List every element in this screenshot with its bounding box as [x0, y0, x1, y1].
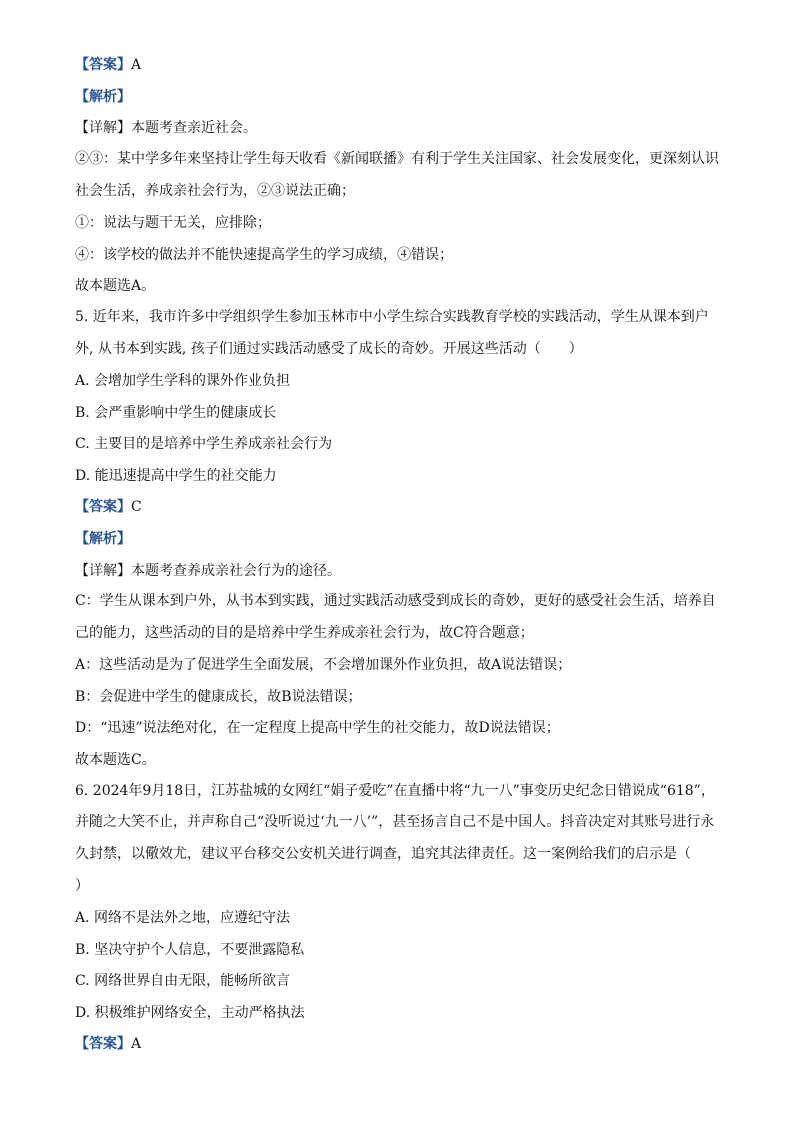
explanation-paragraph: ②③：某中学多年来坚持让学生每天收看《新闻联播》有利于学生关注国家、社会发展变化，更深刻认识社会生活，养成亲社会行为，②③说法正确；: [75, 150, 719, 199]
analysis-tag: 【解析】: [75, 88, 131, 105]
analysis-tag: 【解析】: [75, 530, 131, 547]
document-page: [75, 56, 723, 1067]
answer-line: [75, 498, 723, 516]
question-6-option-b: B. 坚决守护个人信息，不要泄露隐私: [75, 941, 305, 958]
question-6-option-d: D. 积极维护网络安全，主动严格执法: [75, 1004, 305, 1021]
explanation-line: A：这些活动是为了促进学生全面发展，不会增加课外作业负担，故A说法错误；: [75, 657, 572, 674]
explanation-line: ④：该学校的做法并不能快速提高学生的学习成绩，④错误；: [75, 246, 453, 263]
answer-value: A: [131, 1036, 142, 1053]
answer-tag: 【答案】: [75, 57, 131, 73]
detail-line: [75, 562, 723, 580]
answer-value: C: [131, 499, 142, 516]
explanation-paragraph: C：学生从课本到户外，从书本到实践，通过实践活动感受到成长的奇妙，更好的感受社会生活，培养自己的能力，这些活动的目的是培养中学生养成亲社会行为，故C符合题意；: [75, 593, 716, 641]
question-5-option-b: B. 会严重影响中学生的健康成长: [75, 404, 277, 421]
question-5-stem: 5. 近年来，我市许多中学组织学生参加玉林市中小学生综合实践教育学校的实践活动，学生从课本到户外, 从书本到实践, 孩子们通过实践活动感受了成长的奇妙。开展这些活动（ ）: [75, 308, 709, 357]
explanation-line: ①：说法与题干无关，应排除；: [75, 214, 271, 231]
detail-tag: 【详解】: [75, 120, 131, 137]
analysis-line: [75, 530, 723, 548]
answer-tag: 【答案】: [75, 1036, 131, 1053]
detail-text: 本题考查养成亲社会行为的途径。: [131, 562, 341, 579]
answer-line: [75, 56, 723, 74]
question-5-option-a: A. 会增加学生学科的课外作业负担: [75, 372, 291, 389]
detail-line: [75, 119, 723, 137]
question-6-option-a: A. 网络不是法外之地，应遵纪守法: [75, 910, 291, 927]
analysis-line: [75, 88, 723, 106]
detail-tag: 【详解】: [75, 562, 131, 579]
detail-text: 本题考查亲近社会。: [131, 120, 257, 137]
question-6-option-c: C. 网络世界自由无限，能畅所欲言: [75, 973, 291, 990]
question-6-stem: 6. 2024年9月18日，江苏盐城的女网红“娟子爱吃”在直播中将“九一八”事变历史纪念日错说成“618”，并随之大笑不止，并声称自己“没听说过‘九一八’”，甚至扬言自己不是中国人。抖音决定对其账号进行永久封禁，以儆效尤，建议平台移交公安机关进行调查，追究其法律责任。这一案例给我们的启示是（ ）: [75, 782, 719, 894]
question-5-option-c: C. 主要目的是培养中学生养成亲社会行为: [75, 436, 333, 453]
explanation-line: B：会促进中学生的健康成长，故B说法错误；: [75, 688, 362, 705]
answer-tag: 【答案】: [75, 499, 131, 516]
conclusion-line: 故本题选C。: [75, 752, 156, 769]
question-5-option-d: D. 能迅速提高中学生的社交能力: [75, 467, 277, 484]
answer-line: [75, 1035, 723, 1053]
conclusion-line: 故本题选A。: [75, 278, 156, 295]
answer-value: A: [131, 57, 142, 73]
explanation-line: D：“迅速”说法绝对化，在一定程度上提高中学生的社交能力，故D说法错误；: [75, 720, 560, 737]
